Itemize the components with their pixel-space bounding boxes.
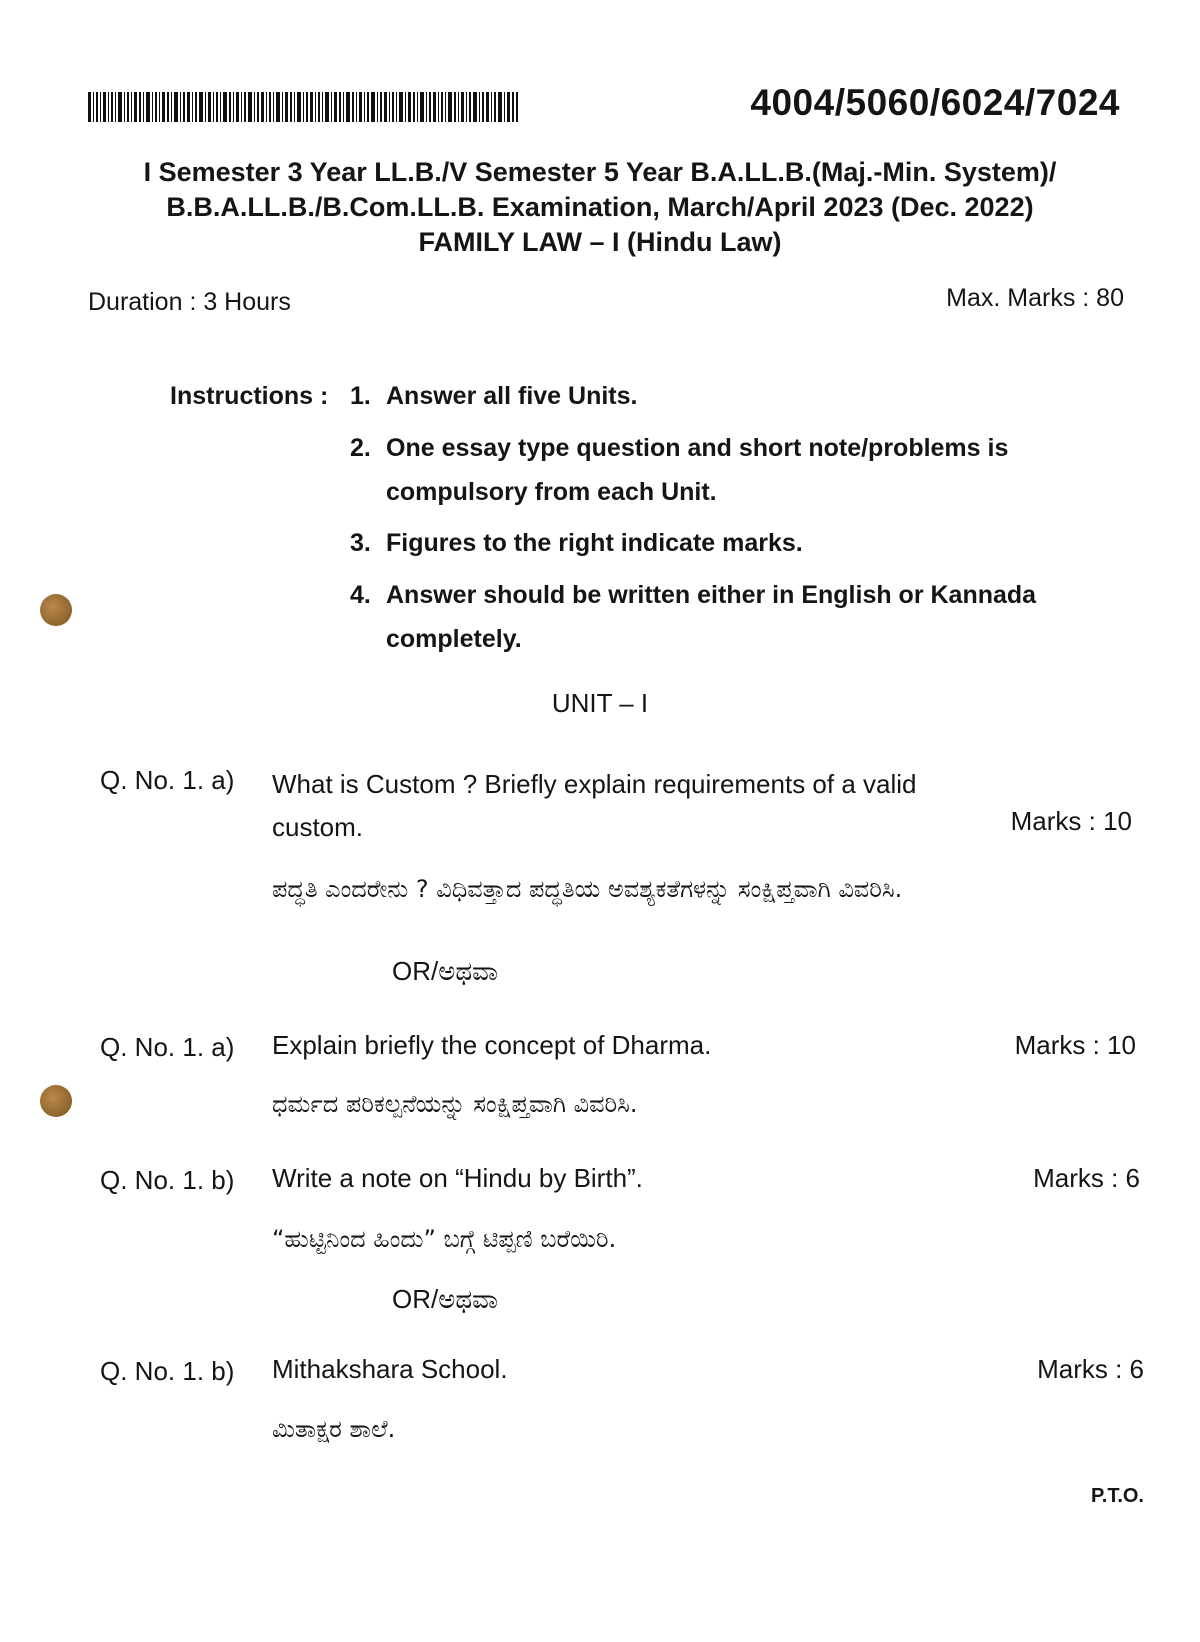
instruction-4-num: 4.: [350, 581, 371, 609]
page-turn-over: P.T.O.: [1091, 1485, 1144, 1507]
question-kannada: “ಹುಟ್ಟಿನಿಂದ ಹಿಂದು” ಬಗ್ಗೆ ಟಿಪ್ಪಣಿ ಬರೆಯಿರಿ.: [272, 1225, 617, 1253]
instruction-2-num: 2.: [350, 434, 371, 462]
question-marks: Marks : 10: [1014, 1030, 1136, 1060]
instruction-1-text: Answer all five Units.: [386, 382, 638, 410]
question-number: Q. No. 1. a): [100, 765, 235, 795]
max-marks: Max. Marks : 80: [946, 284, 1124, 312]
question-kannada: ಪದ್ಧತಿ ಎಂದರೇನು ? ವಿಧಿವತ್ತಾದ ಪದ್ಧತಿಯ ಅವಶ್ಯಕತೆಗಳನ್ನು ಸಂಕ್ಷಿಪ್ತವಾಗಿ ವಿವರಿಸಿ.: [272, 875, 903, 903]
instruction-1-num: 1.: [350, 382, 371, 410]
question-text: What is Custom ? Briefly explain requirements of a valid custom.: [272, 769, 917, 842]
barcode: [88, 92, 518, 122]
question-kannada: ಧರ್ಮದ ಪರಿಕಲ್ಪನೆಯನ್ನು ಸಂಕ್ಷಿಪ್ತವಾಗಿ ವಿವರಿಸಿ.: [272, 1090, 638, 1118]
punch-hole: [40, 594, 72, 626]
instructions-label: Instructions :: [170, 382, 329, 410]
instruction-3-text: Figures to the right indicate marks.: [386, 529, 803, 557]
duration: Duration : 3 Hours: [88, 288, 291, 316]
question-number: Q. No. 1. b): [100, 1356, 235, 1386]
subject-title: FAMILY LAW – I (Hindu Law): [418, 227, 782, 257]
question-marks: Marks : 6: [1037, 1354, 1144, 1384]
or-separator: OR/ಅಥವಾ: [392, 1284, 499, 1314]
punch-hole: [40, 1085, 72, 1117]
question-text: Mithakshara School.: [272, 1354, 508, 1384]
question-number: Q. No. 1. b): [100, 1165, 235, 1195]
paper-code: 4004/5060/6024/7024: [750, 82, 1120, 123]
instruction-4-text: Answer should be written either in English or Kannada completely.: [386, 581, 1037, 653]
or-separator: OR/ಅಥವಾ: [392, 956, 499, 986]
exam-title-line-1: I Semester 3 Year LL.B./V Semester 5 Year B.A.LL.B.(Maj.-Min. System)/: [143, 157, 1057, 187]
instruction-2-text: One essay type question and short note/problems is compulsory from each Unit.: [386, 434, 1009, 506]
question-text: Explain briefly the concept of Dharma.: [272, 1030, 712, 1060]
question-kannada: ಮಿತಾಕ್ಷರ ಶಾಲೆ.: [272, 1415, 396, 1443]
exam-title-line-2: B.B.A.LL.B./B.Com.LL.B. Examination, March/April 2023 (Dec. 2022): [166, 192, 1034, 222]
question-number: Q. No. 1. a): [100, 1032, 235, 1062]
instruction-3-num: 3.: [350, 529, 371, 557]
question-marks: Marks : 6: [1033, 1163, 1140, 1193]
unit-heading: UNIT – I: [551, 688, 649, 718]
question-text: Write a note on “Hindu by Birth”.: [272, 1163, 643, 1193]
question-marks: Marks : 10: [1010, 806, 1132, 836]
